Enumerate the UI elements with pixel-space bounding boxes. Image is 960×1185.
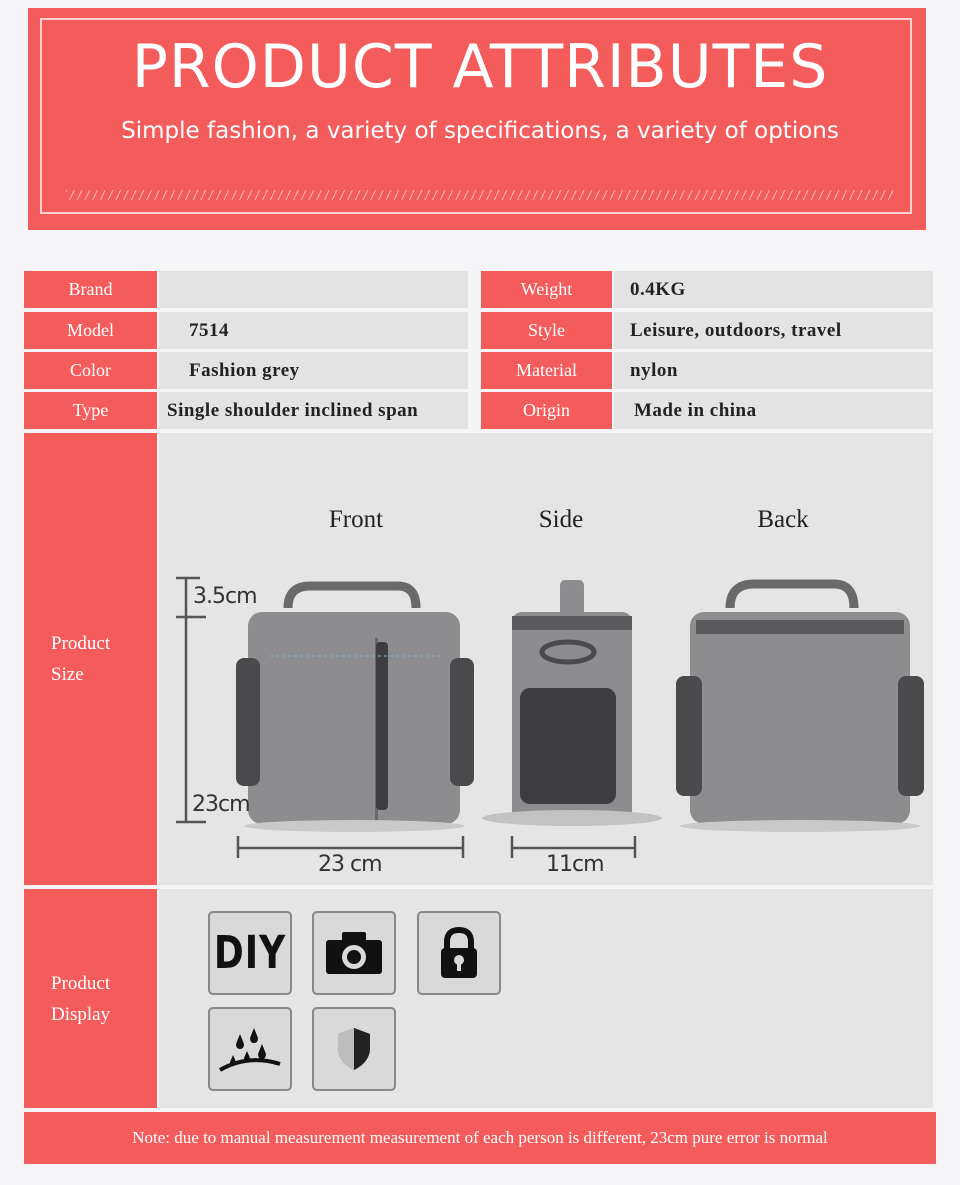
material-label: Material — [481, 352, 612, 389]
front-view-label: Front — [328, 506, 384, 533]
lock-icon — [417, 911, 501, 995]
color-label: Color — [24, 352, 157, 389]
type-value: Single shoulder inclined span — [159, 392, 468, 429]
shield-icon — [312, 1007, 396, 1091]
lock-glyph — [437, 926, 481, 980]
origin-value: Made in china — [614, 392, 933, 429]
material-value: nylon — [614, 352, 933, 389]
page-title: PRODUCT ATTRIBUTES — [131, 32, 829, 102]
weight-value: 0.4KG — [614, 271, 933, 308]
diy-icon — [208, 911, 292, 995]
diy-icon-text: DIY — [213, 927, 287, 979]
back-bag — [676, 584, 924, 832]
side-view-label: Side — [538, 506, 584, 533]
height-dimension-line — [176, 578, 206, 822]
weight-label: Weight — [481, 271, 612, 308]
color-value: Fashion grey — [159, 352, 468, 389]
product-size-label-line1: Product — [51, 633, 111, 654]
height-dimension-label: 23cm — [192, 792, 250, 817]
model-value: 7514 — [159, 312, 468, 349]
brand-value — [159, 271, 468, 308]
brand-label: Brand — [24, 271, 157, 308]
bag-illustrations — [170, 560, 930, 880]
product-display-label-line2: Display — [51, 1003, 111, 1025]
width-dimension-label: 23 cm — [318, 852, 382, 877]
side-bag — [482, 580, 662, 826]
camera-icon — [312, 911, 396, 995]
banner-hatch-decoration — [66, 190, 894, 200]
camera-glyph — [324, 930, 384, 976]
front-bag — [236, 586, 474, 832]
product-display-label-line1: Product — [51, 972, 111, 994]
waterproof-glyph — [218, 1024, 282, 1074]
page-subtitle: Simple fashion, a variety of specifications, a variety of options — [121, 118, 839, 144]
back-view-label: Back — [757, 506, 809, 533]
model-label: Model — [24, 312, 157, 349]
origin-label: Origin — [481, 392, 612, 429]
depth-dimension-label: 11cm — [546, 852, 604, 877]
product-display-label — [24, 889, 157, 1108]
style-label: Style — [481, 312, 612, 349]
type-label: Type — [24, 392, 157, 429]
measurement-note: Note: due to manual measurement measurement of each person is different, 23cm pure error is normal — [24, 1112, 936, 1164]
waterproof-icon — [208, 1007, 292, 1091]
product-size-label — [24, 433, 157, 885]
top-dimension-label: 3.5cm — [193, 584, 257, 609]
style-value: Leisure, outdoors, travel — [614, 312, 933, 349]
product-size-label-line2: Size — [51, 664, 84, 685]
shield-glyph — [336, 1026, 372, 1072]
